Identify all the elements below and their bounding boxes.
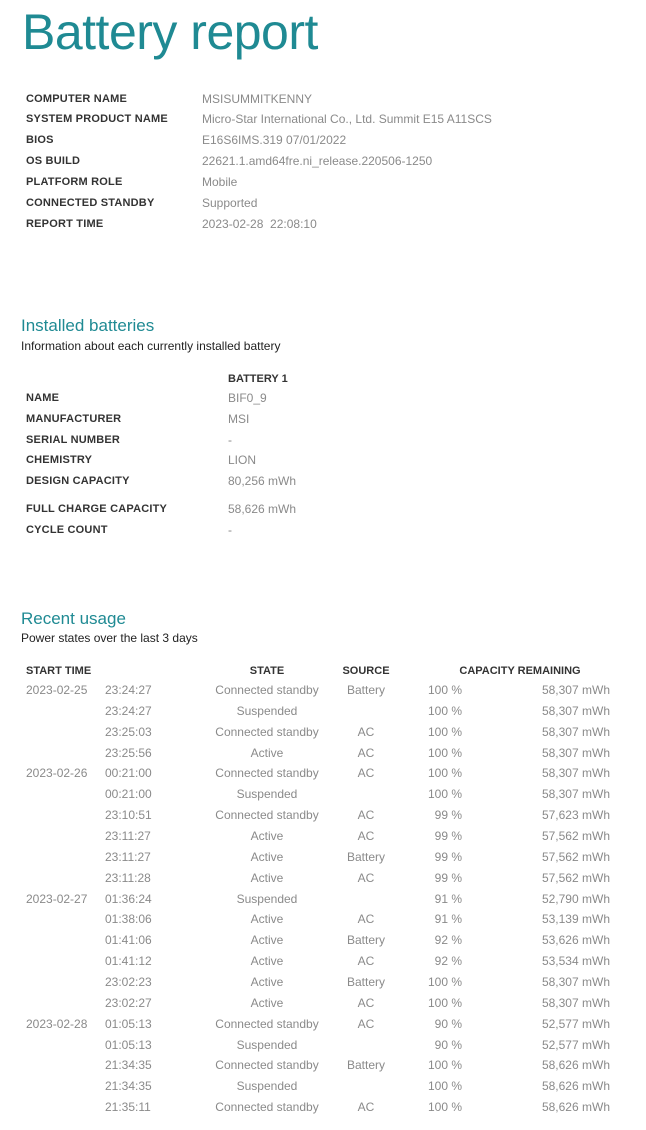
usage-capacity-mwh: 58,307 mWh [541, 683, 610, 697]
info-label: CONNECTED STANDBY [26, 197, 155, 209]
usage-time: 23:02:27 [105, 995, 152, 1010]
usage-percent: 100 % [427, 1079, 462, 1094]
usage-percent: 92 % [434, 933, 462, 948]
usage-time: 23:11:27 [105, 829, 151, 843]
table-row [0, 826, 646, 847]
usage-source: Battery [346, 933, 385, 948]
info-value: MSISUMMITKENNY [202, 92, 313, 106]
usage-capacity-mwh: 52,577 mWh [541, 1016, 610, 1031]
usage-state: Active [250, 829, 284, 843]
info-row-connected-standby [26, 193, 626, 213]
table-row [0, 1076, 646, 1097]
table-row [0, 722, 646, 743]
usage-state: Connected standby [215, 683, 319, 697]
usage-source: Battery [346, 1058, 385, 1073]
usage-state: Suspended [236, 703, 298, 718]
usage-capacity-mwh: 52,790 mWh [541, 891, 610, 906]
usage-time: 21:34:35 [105, 1079, 152, 1094]
recent-usage-title: Recent usage [21, 609, 126, 628]
header-source: SOURCE [342, 665, 390, 677]
info-row-os-build [26, 151, 626, 171]
usage-source: AC [357, 766, 375, 781]
usage-source: AC [357, 995, 375, 1010]
usage-capacity-mwh: 52,577 mWh [541, 1037, 610, 1052]
battery-value: 58,626 mWh [228, 502, 297, 516]
table-row [0, 743, 646, 764]
usage-time: 23:10:51 [105, 808, 152, 823]
usage-time: 23:11:27 [105, 849, 151, 864]
usage-state: Connected standby [215, 1016, 319, 1031]
info-label: OS BUILD [26, 155, 81, 167]
battery-label: SERIAL NUMBER [26, 434, 121, 446]
usage-percent: 100 % [427, 995, 462, 1010]
usage-state: Suspended [236, 891, 298, 906]
usage-source: AC [357, 1100, 375, 1114]
info-row-platform-role [26, 172, 626, 192]
usage-time: 01:41:06 [105, 933, 152, 948]
usage-source: AC [357, 912, 375, 927]
table-row [0, 1097, 646, 1118]
usage-source: AC [357, 829, 375, 843]
usage-percent: 100 % [427, 1100, 462, 1114]
table-row [0, 1014, 646, 1035]
usage-capacity-mwh: 53,534 mWh [541, 954, 610, 968]
info-value: Mobile [202, 175, 238, 189]
usage-source: AC [357, 745, 375, 760]
usage-capacity-mwh: 57,562 mWh [541, 829, 610, 843]
table-row [0, 868, 646, 889]
page-title: Battery report [22, 4, 318, 60]
battery-label: FULL CHARGE CAPACITY [26, 503, 168, 515]
usage-percent: 100 % [427, 683, 462, 697]
usage-capacity-mwh: 58,626 mWh [541, 1079, 610, 1094]
usage-state: Suspended [236, 787, 298, 802]
usage-source: Battery [346, 974, 385, 989]
usage-time: 23:25:03 [105, 724, 152, 739]
table-row [0, 972, 646, 993]
battery-value: - [228, 433, 232, 447]
usage-capacity-mwh: 53,139 mWh [541, 912, 610, 927]
usage-capacity-mwh: 58,307 mWh [541, 995, 610, 1010]
usage-percent: 100 % [427, 703, 462, 718]
usage-source: AC [357, 954, 375, 968]
usage-state: Suspended [236, 1079, 298, 1094]
usage-time: 01:05:13 [105, 1016, 152, 1031]
usage-time: 23:02:23 [105, 974, 152, 989]
usage-source: Battery [346, 683, 385, 697]
usage-time: 01:05:13 [105, 1037, 152, 1052]
battery-label: CHEMISTRY [26, 454, 93, 466]
usage-state: Suspended [236, 1037, 298, 1052]
usage-percent: 99 % [434, 849, 462, 864]
info-label: REPORT TIME [26, 218, 104, 230]
header-capacity-remaining: CAPACITY REMAINING [459, 665, 581, 677]
battery-row-name [26, 388, 626, 408]
table-row [0, 909, 646, 930]
battery-column-header: BATTERY 1 [228, 373, 288, 385]
battery-label: DESIGN CAPACITY [26, 475, 130, 487]
header-state: STATE [249, 665, 285, 677]
usage-percent: 99 % [434, 808, 462, 823]
table-row [0, 805, 646, 826]
usage-state: Active [250, 870, 284, 885]
installed-batteries-subtitle: Information about each currently installed battery [21, 339, 281, 353]
usage-capacity-mwh: 57,623 mWh [541, 808, 610, 823]
usage-time: 01:38:06 [105, 912, 152, 927]
installed-batteries-title: Installed batteries [21, 316, 155, 335]
usage-capacity-mwh: 58,307 mWh [541, 724, 610, 739]
usage-state: Connected standby [215, 724, 319, 739]
usage-source: AC [357, 724, 375, 739]
table-row [0, 889, 646, 910]
usage-state: Active [250, 912, 284, 927]
usage-source: AC [357, 1016, 375, 1031]
table-row [0, 784, 646, 805]
battery-row-full-charge-capacity [26, 499, 626, 519]
usage-time: 21:35:11 [105, 1100, 151, 1114]
battery-label: CYCLE COUNT [26, 524, 108, 536]
header-start-time: START TIME [26, 665, 92, 677]
battery-row-chemistry [26, 450, 626, 470]
recent-usage-subtitle: Power states over the last 3 days [21, 631, 198, 645]
battery-label: NAME [26, 392, 60, 404]
usage-time: 00:21:00 [105, 766, 152, 781]
table-row [0, 930, 646, 951]
battery-value: BIF0_9 [228, 391, 267, 405]
usage-percent: 91 % [434, 912, 462, 927]
info-row-report-time [26, 214, 626, 234]
battery-value: - [228, 523, 232, 537]
usage-time: 01:41:12 [105, 954, 152, 968]
battery-value: MSI [228, 412, 250, 426]
battery-row-design-capacity [26, 471, 626, 491]
usage-state: Active [250, 974, 284, 989]
usage-time: 01:36:24 [105, 891, 152, 906]
table-row [0, 763, 646, 784]
usage-source: AC [357, 870, 375, 885]
usage-percent: 91 % [434, 891, 462, 906]
info-row-system-product-name [26, 109, 626, 129]
usage-capacity-mwh: 58,307 mWh [541, 703, 610, 718]
info-row-bios [26, 130, 626, 150]
usage-capacity-mwh: 53,626 mWh [541, 933, 610, 948]
info-label: SYSTEM PRODUCT NAME [26, 113, 168, 125]
usage-date: 2023-02-28 [26, 1016, 88, 1031]
usage-state: Connected standby [215, 766, 319, 781]
usage-state: Active [250, 849, 284, 864]
table-row [0, 847, 646, 868]
usage-capacity-mwh: 58,307 mWh [541, 787, 610, 802]
battery-row-cycle-count [26, 520, 626, 540]
battery-value: 80,256 mWh [228, 474, 297, 488]
table-row [0, 680, 646, 701]
info-value: 2023-02-28 22:08:10 [202, 217, 317, 231]
usage-percent: 99 % [434, 870, 462, 885]
usage-state: Connected standby [215, 808, 319, 823]
usage-state: Active [250, 954, 284, 968]
table-row [0, 993, 646, 1014]
usage-state: Connected standby [215, 1100, 319, 1114]
usage-percent: 100 % [427, 745, 462, 760]
usage-time: 23:24:27 [105, 703, 152, 718]
usage-time: 00:21:00 [105, 787, 152, 802]
usage-percent: 92 % [434, 954, 462, 968]
usage-time: 23:11:28 [105, 870, 151, 885]
usage-time: 21:34:35 [105, 1058, 152, 1073]
usage-date: 2023-02-25 [26, 683, 88, 697]
usage-percent: 100 % [427, 787, 462, 802]
info-label: BIOS [26, 134, 54, 146]
usage-percent: 100 % [427, 724, 462, 739]
usage-state: Active [250, 745, 284, 760]
table-row [0, 1035, 646, 1056]
usage-state: Active [250, 995, 284, 1010]
usage-percent: 90 % [434, 1037, 462, 1052]
table-row [0, 951, 646, 972]
usage-capacity-mwh: 57,562 mWh [541, 870, 610, 885]
table-row [0, 701, 646, 722]
table-row [0, 1055, 646, 1076]
usage-percent: 100 % [427, 1058, 462, 1073]
usage-percent: 100 % [427, 766, 462, 781]
usage-percent: 90 % [434, 1016, 462, 1031]
info-value: E16S6IMS.319 07/01/2022 [202, 133, 347, 147]
usage-state: Connected standby [215, 1058, 319, 1073]
usage-capacity-mwh: 58,307 mWh [541, 745, 610, 760]
usage-capacity-mwh: 58,307 mWh [541, 974, 610, 989]
usage-percent: 100 % [427, 974, 462, 989]
usage-capacity-mwh: 58,626 mWh [541, 1058, 610, 1073]
usage-capacity-mwh: 58,626 mWh [541, 1100, 610, 1114]
info-value: Supported [202, 196, 258, 210]
usage-source: AC [357, 808, 375, 823]
info-label: PLATFORM ROLE [26, 176, 123, 188]
usage-date: 2023-02-27 [26, 891, 88, 906]
usage-time: 23:24:27 [105, 683, 152, 697]
usage-source: Battery [346, 849, 385, 864]
usage-time: 23:25:56 [105, 745, 152, 760]
battery-row-serial-number [26, 430, 626, 450]
info-row-computer-name [26, 89, 626, 109]
usage-capacity-mwh: 58,307 mWh [541, 766, 610, 781]
battery-label: MANUFACTURER [26, 413, 122, 425]
battery-row-manufacturer [26, 409, 626, 429]
usage-date: 2023-02-26 [26, 766, 88, 781]
usage-percent: 99 % [434, 829, 462, 843]
usage-capacity-mwh: 57,562 mWh [541, 849, 610, 864]
info-value: Micro-Star International Co., Ltd. Summit E15 A11SCS [202, 112, 492, 126]
info-label: COMPUTER NAME [26, 93, 127, 105]
usage-state: Active [250, 933, 284, 948]
info-value: 22621.1.amd64fre.ni_release.220506-1250 [202, 154, 433, 168]
battery-value: LION [228, 453, 257, 467]
